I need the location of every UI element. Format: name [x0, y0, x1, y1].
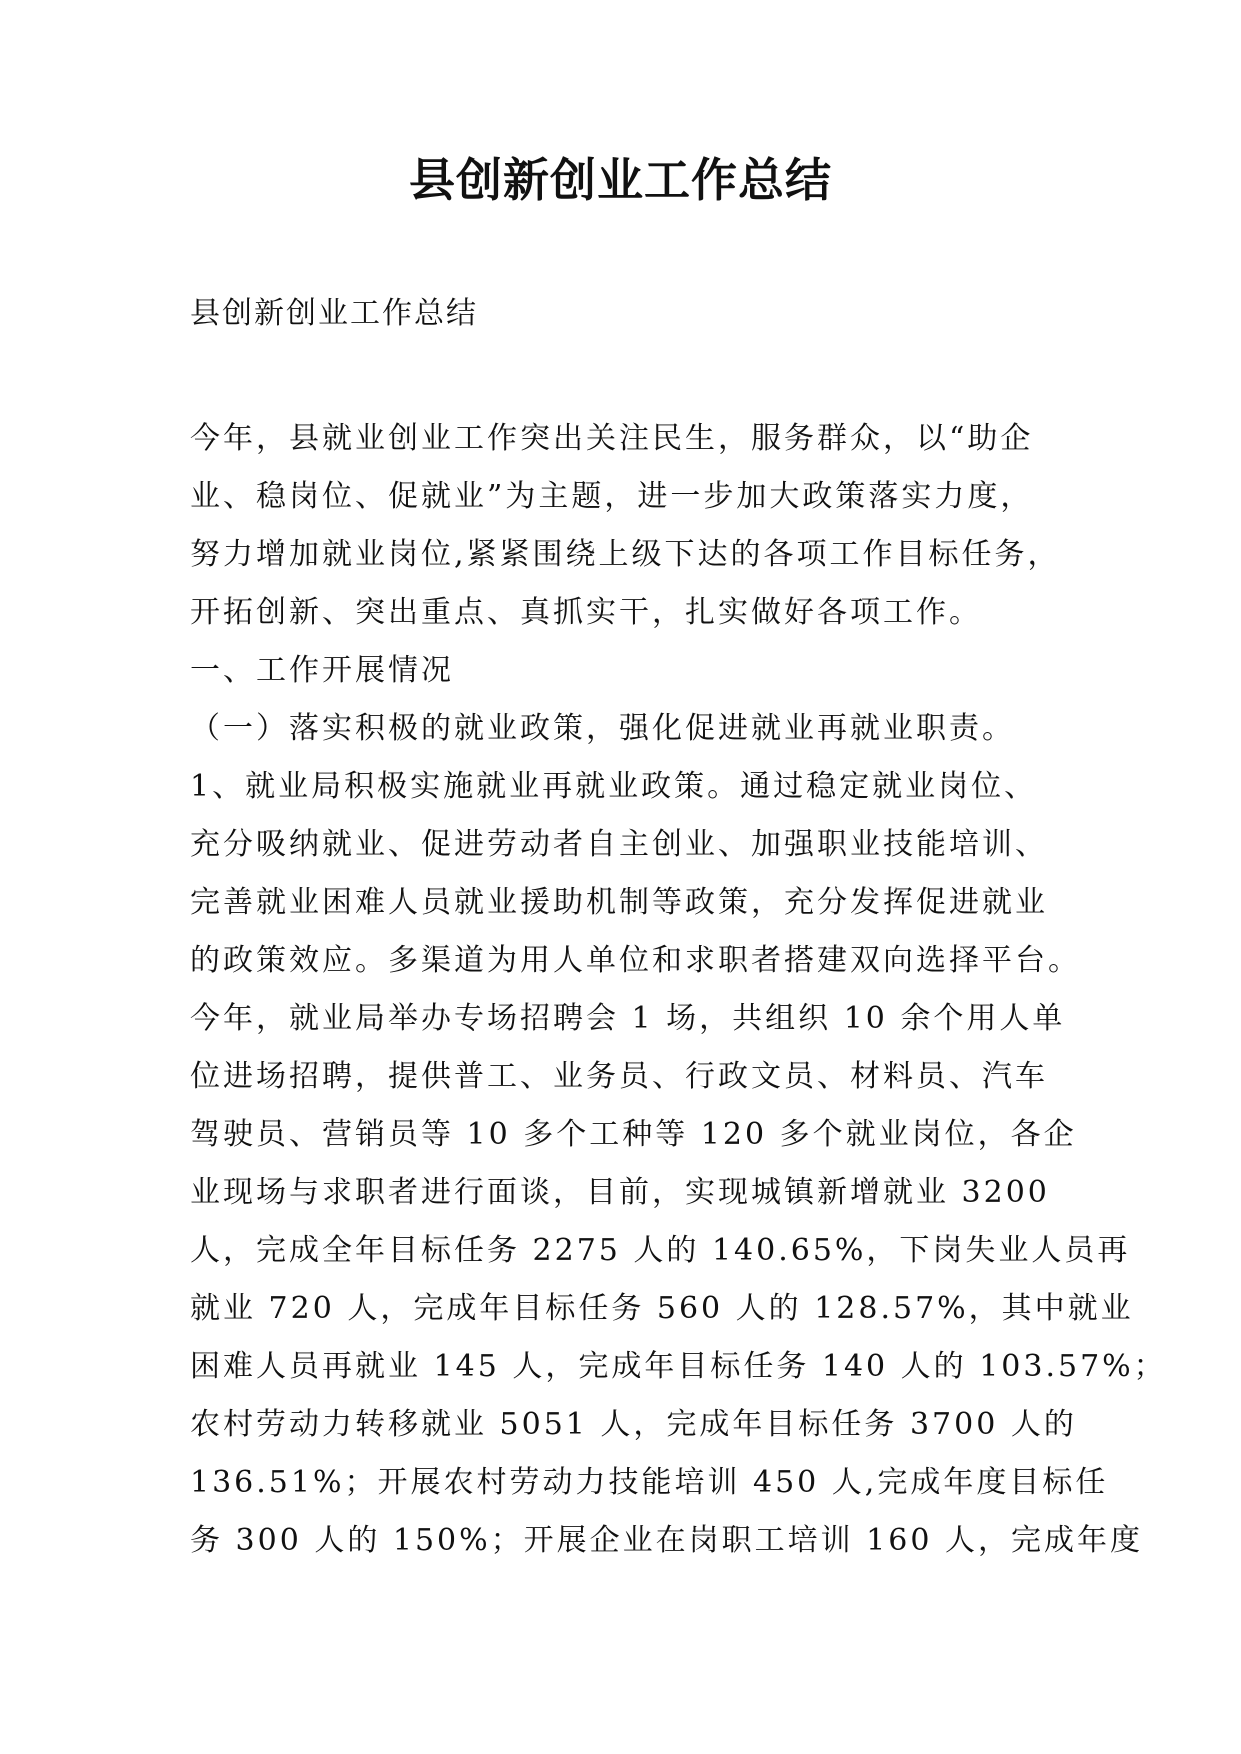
document-body [190, 410, 1167, 1570]
body-line: 农村劳动力转移就业 5051 人，完成年目标任务 3700 人的 [190, 1407, 1077, 1442]
body-line: 努力增加就业岗位,紧紧围绕上级下达的各项工作目标任务， [190, 537, 1061, 572]
document-title: 县创新创业工作总结 [409, 153, 832, 207]
body-line: 开拓创新、突出重点、真抓实干，扎实做好各项工作。 [190, 595, 982, 630]
body-line: 位进场招聘，提供普工、业务员、行政文员、材料员、汽车 [190, 1059, 1048, 1094]
body-line: 困难人员再就业 145 人，完成年目标任务 140 人的 103.57%； [190, 1349, 1167, 1384]
body-line: 业、稳岗位、促就业”为主题，进一步加大政策落实力度， [190, 479, 1034, 514]
body-line: 今年，县就业创业工作突出关注民生，服务群众，以“助企 [190, 421, 1034, 456]
body-line: 1、就业局积极实施就业再就业政策。通过稳定就业岗位、 [190, 769, 1038, 804]
subsection-heading: （一）落实积极的就业政策，强化促进就业再就业职责。 [190, 711, 1015, 746]
body-line: 就业 720 人，完成年目标任务 560 人的 128.57%，其中就业 [190, 1291, 1134, 1326]
body-line: 业现场与求职者进行面谈，目前，实现城镇新增就业 3200 [190, 1175, 1050, 1210]
body-line: 的政策效应。多渠道为用人单位和求职者搭建双向选择平台。 [190, 943, 1081, 978]
section-heading: 一、工作开展情况 [190, 653, 454, 688]
body-line: 136.51%；开展农村劳动力技能培训 450 人,完成年度目标任 [190, 1465, 1109, 1500]
body-line: 人，完成全年目标任务 2275 人的 140.65%，下岗失业人员再 [190, 1233, 1131, 1268]
document-subtitle: 县创新创业工作总结 [190, 296, 478, 331]
body-line: 务 300 人的 150%；开展企业在岗职工培训 160 人，完成年度 [190, 1523, 1143, 1558]
body-line: 完善就业困难人员就业援助机制等政策，充分发挥促进就业 [190, 885, 1048, 920]
body-line: 今年，就业局举办专场招聘会 1 场，共组织 10 余个用人单 [190, 1001, 1066, 1036]
body-line: 充分吸纳就业、促进劳动者自主创业、加强职业技能培训、 [190, 827, 1048, 862]
body-line: 驾驶员、营销员等 10 多个工种等 120 多个就业岗位，各企 [190, 1117, 1077, 1152]
